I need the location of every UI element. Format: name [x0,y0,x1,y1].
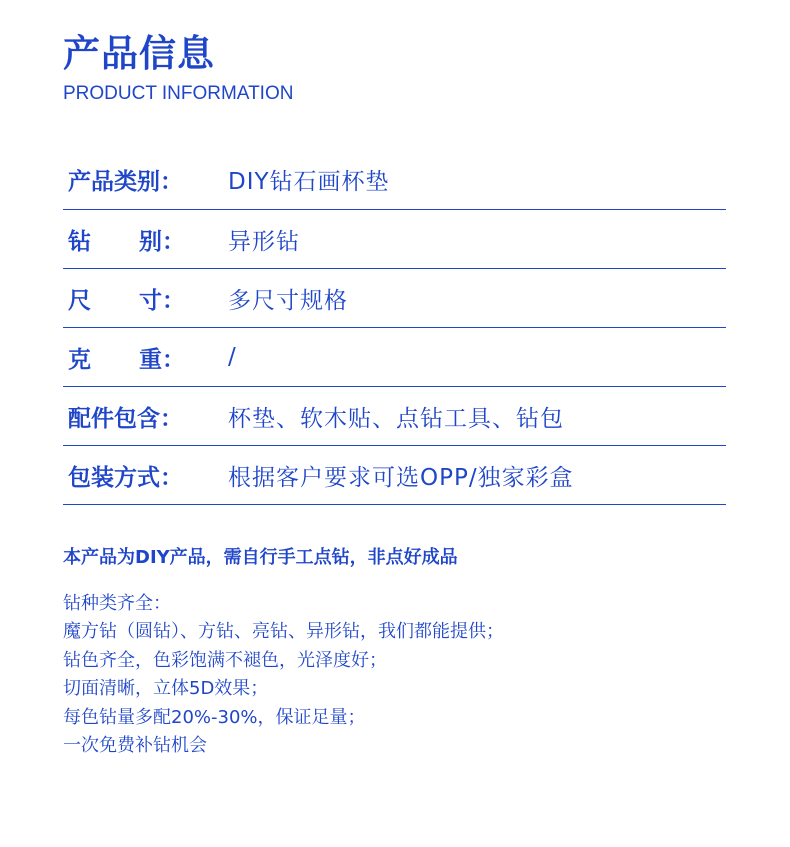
spec-value: DIY钻石画杯垫 [228,169,390,195]
detail-line: 钻色齐全，色彩饱满不褪色，光泽度好； [63,649,387,671]
spec-value: 杯垫、软木贴、点钻工具、钻包 [228,405,564,432]
spec-label: 包装方式： [68,464,183,491]
spec-row-drill-type [63,210,726,269]
detail-line: 每色钻量多配20%-30%，保证足量； [63,706,366,728]
spec-row-accessories [63,387,726,446]
spec-value: 异形钻 [228,228,300,255]
detail-line: 钻种类齐全： [63,593,171,614]
detail-line: 切面清晰，立体5D效果； [63,678,269,700]
diy-notice: 本产品为DIY产品，需自行手工点钻，非点好成品 [63,547,458,568]
spec-row-weight [63,328,726,387]
spec-label: 克 重： [68,346,186,373]
spec-label: 钻 别： [68,228,186,255]
spec-row-category [63,150,726,210]
page-subtitle: PRODUCT INFORMATION [63,83,294,104]
spec-table [63,150,726,505]
page-title: 产品信息 [63,32,215,75]
spec-label: 尺 寸： [68,287,186,314]
details-list [63,590,504,760]
spec-label: 配件包含： [68,405,183,432]
spec-value: 根据客户要求可选OPP/独家彩盒 [228,464,574,491]
spec-row-size [63,269,726,328]
detail-line: 一次免费补钻机会 [63,735,207,757]
spec-value: / [228,344,237,370]
spec-row-packaging [63,446,726,505]
spec-label: 产品类别： [68,169,183,195]
detail-line: 魔方钻（圆钻）、方钻、亮钻、异形钻，我们都能提供； [63,621,504,643]
spec-value: 多尺寸规格 [228,287,348,314]
